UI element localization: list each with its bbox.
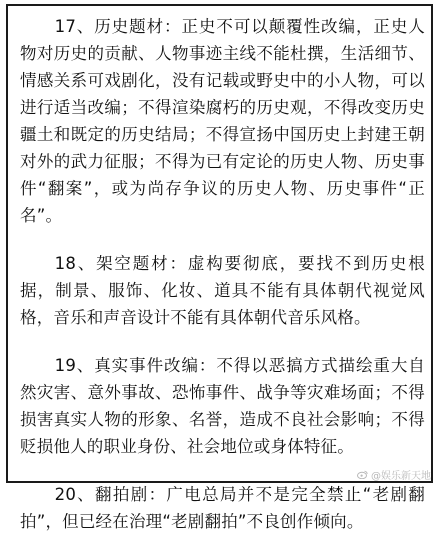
paragraph-real-event-adaptation: 19、真实事件改编：不得以恶搞方式描绘重大自然灾害、意外事故、恐怖事件、战争等灾难场面；不得损害真实人物的形象、名誉，造成不良社会影响；不得贬损他人的职业身份、社会地位或身体特征。 <box>20 356 425 456</box>
weibo-icon <box>357 470 368 479</box>
paragraph-remake: 20、翻拍剧：广电总局并不是完全禁止“老剧翻拍”，但已经在治理“老剧翻拍”不良创作倾向。 <box>20 485 425 531</box>
paragraph-fictional-theme: 18、架空题材：虚构要彻底，要找不到历史根据，制景、服饰、化妆、道具不能有具体朝代视觉风格，音乐和声音设计不能有具体朝代音乐风格。 <box>20 254 425 327</box>
watermark-text: @娱乐新天地 <box>371 471 431 482</box>
document-body <box>20 13 425 535</box>
watermark <box>357 467 431 482</box>
document-frame <box>6 4 433 531</box>
paragraph-history-theme: 17、历史题材：正史不可以颠覆性改编，正史人物对历史的贡献、人物事迹主线不能杜撰，生活细节、情感关系可戏剧化，没有记载或野史中的小人物，可以进行适当改编；不得渲染腐朽的历史观，不得改变历史疆土和既定的历史结局；不得宣扬中国历史上封建王朝对外的武力征服；不得为已有定论的历史人物、历史事件“翻案”，或为尚存争议的历史人物、历史事件“正名”。 <box>20 17 425 225</box>
